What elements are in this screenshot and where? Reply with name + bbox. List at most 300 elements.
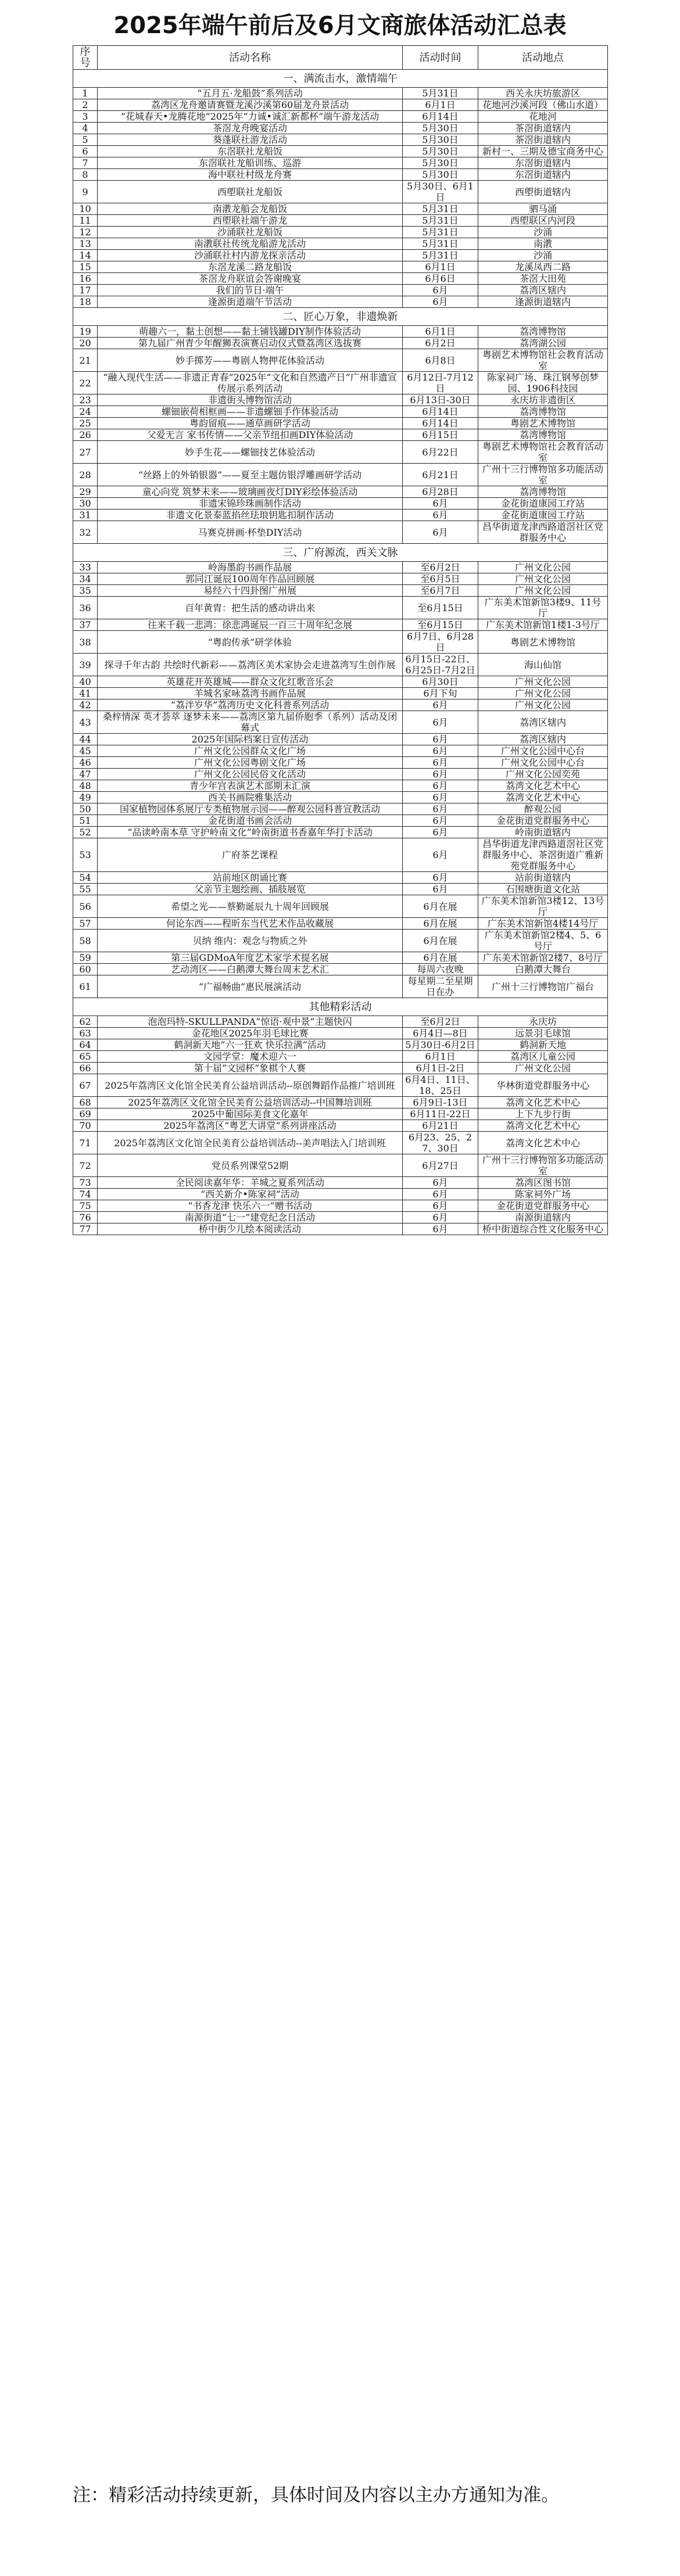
cell-no: 5 [73,134,98,146]
table-row [73,838,608,872]
table-row [73,573,608,585]
cell-place: 广州文化公园 [478,1063,608,1074]
cell-no: 31 [73,510,98,521]
cell-time: 6月 [403,1189,478,1200]
cell-place: 广州文化公园中心台 [478,745,608,757]
section-title: 其他精彩活动 [73,998,608,1016]
cell-time: 6月30日 [403,676,478,688]
cell-place: 鹤洞新天地 [478,1039,608,1051]
cell-place: 西塱街道辖内 [478,181,608,203]
cell-no: 47 [73,769,98,780]
cell-name: 西关书画院雅集活动 [98,792,403,803]
table-row [73,619,608,631]
cell-time: 6月4日—8日 [403,1028,478,1039]
cell-place: 广州文化公园 [478,699,608,711]
cell-no: 18 [73,296,98,308]
cell-time: 5月31日 [403,238,478,250]
cell-place: 荔湾文化艺术中心 [478,1120,608,1132]
cell-name: 茶滘龙舟联谊会答谢晚宴 [98,273,403,285]
cell-name: 童心向党 筑梦未来——玻璃画夜灯DIY彩绘体验活动 [98,486,403,498]
cell-place: 白鹅潭大舞台 [478,964,608,975]
cell-no: 40 [73,676,98,688]
cell-time: 6月8日 [403,349,478,372]
cell-name: 国家植物园体系展厅专类植物展示园——醉观公园科普宣教活动 [98,803,403,815]
cell-time: 6月 [403,872,478,884]
cell-time: 6月 [403,769,478,780]
cell-time: 6月21日 [403,1120,478,1132]
cell-no: 3 [73,111,98,123]
cell-no: 11 [73,215,98,227]
cell-no: 24 [73,406,98,418]
cell-place: 岭南街道辖内 [478,827,608,838]
cell-no: 71 [73,1132,98,1154]
cell-no: 33 [73,562,98,573]
table-row [73,418,608,429]
cell-time: 6月13日-30日 [403,394,478,406]
table-row [73,464,608,486]
cell-place: 西塱联区内河段 [478,215,608,227]
table-row [73,250,608,261]
cell-no: 14 [73,250,98,261]
table-row [73,1108,608,1120]
cell-time: 6月1日 [403,1051,478,1063]
cell-time: 6月 [403,1177,478,1189]
cell-no: 16 [73,273,98,285]
cell-time: 6月27日 [403,1154,478,1177]
cell-no: 39 [73,654,98,676]
cell-no: 53 [73,838,98,872]
cell-time: 6月14日 [403,406,478,418]
table-row [73,757,608,769]
cell-time: 5月30日-6月2日 [403,1039,478,1051]
cell-name: 艺动湾区——白鹅潭大舞台周末艺术汇 [98,964,403,975]
cell-name: 2025年荔湾区“粤艺大讲堂”系列讲座活动 [98,1120,403,1132]
cell-time: 6月14日 [403,418,478,429]
table-row [73,169,608,181]
table-row [73,884,608,895]
cell-time: 6月 [403,521,478,544]
section-row [73,308,608,326]
cell-name: 南漖龙船会龙船饭 [98,203,403,215]
cell-time: 每周六夜晚 [403,964,478,975]
table-row [73,1132,608,1154]
cell-no: 46 [73,757,98,769]
cell-name: 第三届GDMoA年度艺术家学术提名展 [98,952,403,964]
cell-place: 南源街道辖内 [478,1212,608,1224]
cell-time: 6月 [403,734,478,745]
cell-no: 64 [73,1039,98,1051]
table-row [73,688,608,699]
table-row [73,699,608,711]
cell-no: 4 [73,123,98,134]
cell-time: 6月 [403,884,478,895]
cell-no: 6 [73,146,98,157]
header-name: 活动名称 [98,46,403,70]
cell-no: 74 [73,1189,98,1200]
cell-name: 金花地区2025年羽毛球比赛 [98,1028,403,1039]
table-row [73,215,608,227]
cell-no: 43 [73,711,98,734]
cell-time: 至6月5日 [403,573,478,585]
cell-name: 桥中街少儿绘本阅读活动 [98,1224,403,1235]
cell-time: 6月1日-2日 [403,1063,478,1074]
table-row [73,372,608,394]
cell-name: 英雄花开英雄城——群众文化红歌音乐会 [98,676,403,688]
table-row [73,952,608,964]
cell-no: 69 [73,1108,98,1120]
cell-no: 32 [73,521,98,544]
cell-name: 岭海墨韵书画作品展 [98,562,403,573]
cell-no: 66 [73,1063,98,1074]
table-row [73,349,608,372]
table-row [73,1028,608,1039]
cell-no: 49 [73,792,98,803]
cell-place: 沙涌 [478,250,608,261]
cell-place: 金花街道党群服务中心 [478,815,608,827]
table-row [73,203,608,215]
table-row [73,498,608,510]
table-row [73,441,608,464]
cell-name: 非遗文化景泰蓝掐丝珐琅钥匙扣制作活动 [98,510,403,521]
cell-time: 6月2日 [403,338,478,349]
cell-place: 广东美术馆新馆4楼14号厅 [478,918,608,930]
table-row [73,975,608,998]
cell-time: 5月31日 [403,227,478,238]
table-row [73,181,608,203]
cell-name: 非遗宋锦珍珠画制作活动 [98,498,403,510]
cell-place: 荔湾文化艺术中心 [478,780,608,792]
cell-place: 茶滘大田苑 [478,273,608,285]
cell-no: 48 [73,780,98,792]
cell-place: 茶滘街道辖内 [478,123,608,134]
cell-place: 昌华街道龙津西路道滘社区党群服务中心 [478,521,608,544]
table-body [73,70,608,1235]
cell-place: 广东美术馆新馆3楼12、13号厅 [478,895,608,918]
cell-no: 54 [73,872,98,884]
cell-no: 58 [73,930,98,952]
cell-no: 25 [73,418,98,429]
cell-time: 6月 [403,285,478,296]
cell-time: 6月1日 [403,261,478,273]
cell-no: 38 [73,631,98,654]
cell-place: 金花街道康园工疗站 [478,510,608,521]
cell-time: 至6月2日 [403,562,478,573]
cell-name: 东滘联社龙船饭 [98,146,403,157]
cell-name: 我们的节日·端午 [98,285,403,296]
cell-place: 花地河沙溪河段（佛山水道） [478,99,608,111]
cell-time: 6月15日 [403,429,478,441]
table-row [73,338,608,349]
section-title: 一、满流击水，激情端午 [73,70,608,88]
cell-name: “丝路上的外销银器”——夏至主题仿银浮雕画研学活动 [98,464,403,486]
cell-name: 第十届“文园杯”象棋个人赛 [98,1063,403,1074]
cell-place: 广州文化公园 [478,676,608,688]
cell-no: 35 [73,585,98,597]
cell-name: 百年黄胄：把生活的感动讲出来 [98,597,403,619]
cell-name: 马赛克拼画·杯垫DIY活动 [98,521,403,544]
table-row [73,1016,608,1028]
cell-no: 60 [73,964,98,975]
cell-name: 2025年荔湾区文化馆全民美育公益培训活动--原创舞蹈作品推广培训班 [98,1074,403,1097]
cell-no: 62 [73,1016,98,1028]
cell-time: 6月 [403,510,478,521]
cell-time: 5月31日 [403,203,478,215]
cell-time: 5月31日 [403,250,478,261]
cell-no: 9 [73,181,98,203]
cell-place: 站前街道辖内 [478,872,608,884]
table-row [73,1063,608,1074]
cell-no: 56 [73,895,98,918]
cell-no: 72 [73,1154,98,1177]
table-row [73,261,608,273]
cell-place: 广东美术馆新馆1楼1-3号厅 [478,619,608,631]
cell-name: 希望之光——蔡勤诞辰九十周年回顾展 [98,895,403,918]
cell-place: 永庆坊非遗街区 [478,394,608,406]
cell-time: 6月 [403,498,478,510]
table-row [73,631,608,654]
cell-time: 5月30日 [403,146,478,157]
cell-place: 荔湾文化艺术中心 [478,1097,608,1108]
cell-name: “书香龙津 快乐六一”赠书活动 [98,1200,403,1212]
header-no: 序号 [73,46,98,70]
table-row [73,123,608,134]
cell-place: 粤剧艺术博物馆社会教育活动室 [478,441,608,464]
cell-time: 6月 [403,745,478,757]
cell-no: 26 [73,429,98,441]
cell-name: 茶滘龙舟晚宴活动 [98,123,403,134]
cell-name: 粤韵留痕——通草画研学活动 [98,418,403,429]
cell-name: 南漖联社传统龙船游龙活动 [98,238,403,250]
cell-place: 金花街道党群服务中心 [478,1200,608,1212]
cell-no: 45 [73,745,98,757]
cell-name: 2025中葡国际美食文化嘉年 [98,1108,403,1120]
table-row [73,895,608,918]
cell-no: 55 [73,884,98,895]
cell-no: 68 [73,1097,98,1108]
cell-place: 荔湾区辖内 [478,285,608,296]
cell-time: 6月在展 [403,952,478,964]
cell-name: “广福畅曲”惠民展演活动 [98,975,403,998]
table-row [73,134,608,146]
cell-place: 粤剧艺术博物馆 [478,418,608,429]
cell-place: 荔湾区儿童公园 [478,1051,608,1063]
cell-no: 52 [73,827,98,838]
cell-no: 51 [73,815,98,827]
cell-time: 6月1日 [403,99,478,111]
activity-table [73,45,608,1235]
cell-time: 6月 [403,296,478,308]
cell-place: 广东美术馆新馆3楼9、11号厅 [478,597,608,619]
table-row [73,146,608,157]
cell-no: 2 [73,99,98,111]
cell-place: 茶滘街道辖内 [478,134,608,146]
cell-place: 永庆坊 [478,1016,608,1028]
cell-name: “西关新介•陈家祠”活动 [98,1189,403,1200]
cell-place: 驷马涌 [478,203,608,215]
cell-name: 海中联社村级龙舟赛 [98,169,403,181]
cell-no: 41 [73,688,98,699]
table-row [73,654,608,676]
cell-place: 华林街道党群服务中心 [478,1074,608,1097]
cell-time: 5月30日 [403,123,478,134]
cell-place: 龙溪凤西二路 [478,261,608,273]
cell-name: 非遗街头博物馆活动 [98,394,403,406]
cell-place: 广州文化公园奕苑 [478,769,608,780]
cell-time: 6月28日 [403,486,478,498]
cell-name: 站前地区朗诵比赛 [98,872,403,884]
table-row [73,711,608,734]
cell-name: 妙手生花——螺钿技艺体验活动 [98,441,403,464]
cell-place: 石围塘街道文化站 [478,884,608,895]
cell-place: 广州十三行博物馆多功能活动室 [478,464,608,486]
table-row [73,597,608,619]
cell-place: 昌华街道龙津西路道滘社区党群服务中心、茶滘街道广雅新苑党群服务中心 [478,838,608,872]
cell-place: 醉观公园 [478,803,608,815]
cell-name: “品读岭南本草 守护岭南文化”岭南街道书香嘉年华打卡活动 [98,827,403,838]
table-row [73,486,608,498]
table-row [73,285,608,296]
cell-name: 党员系列课堂52期 [98,1154,403,1177]
cell-name: 青少年宫表演艺术部期末汇演 [98,780,403,792]
cell-name: 广府茶艺课程 [98,838,403,872]
cell-name: 探寻千年古韵 共绘时代新彩——荔湾区美术家协会走进荔湾写生创作展 [98,654,403,676]
table-row [73,429,608,441]
cell-name: 广州文化公园民俗文化活动 [98,769,403,780]
table-row [73,510,608,521]
cell-time: 6月1日 [403,326,478,338]
cell-name: 鹤洞新天地“六一狂欢 快乐拉满”活动 [98,1039,403,1051]
cell-place: 荔湾博物馆 [478,486,608,498]
cell-no: 27 [73,441,98,464]
table-row [73,296,608,308]
cell-place: 上下九步行街 [478,1108,608,1120]
table-row [73,406,608,418]
cell-no: 7 [73,157,98,169]
header-place: 活动地点 [478,46,608,70]
cell-no: 67 [73,1074,98,1097]
cell-place: 荔湾博物馆 [478,429,608,441]
cell-time: 6月4日、11日、18、25日 [403,1074,478,1097]
table-row [73,157,608,169]
cell-place: 荔湾博物馆 [478,406,608,418]
table-row [73,745,608,757]
cell-no: 15 [73,261,98,273]
cell-time: 至6月15日 [403,597,478,619]
cell-no: 22 [73,372,98,394]
table-row [73,273,608,285]
cell-name: 荔湾区龙舟邀请赛暨龙溪沙溪第60届龙舟景活动 [98,99,403,111]
table-row [73,734,608,745]
table-row [73,99,608,111]
cell-time: 6月在展 [403,895,478,918]
cell-name: 沙涌联社龙船饭 [98,227,403,238]
table-row [73,780,608,792]
table-row [73,827,608,838]
table-row [73,964,608,975]
cell-name: 西塱联社龙船饭 [98,181,403,203]
cell-place: 桥中街道综合性文化服务中心 [478,1224,608,1235]
cell-place: 荔湾文化艺术中心 [478,1132,608,1154]
cell-name: “花城春天•龙腾花地”2025年“力诚•诚汇新都杯”端午游龙活动 [98,111,403,123]
cell-time: 至6月15日 [403,619,478,631]
cell-no: 8 [73,169,98,181]
cell-name: 东滘龙溪二路龙船饭 [98,261,403,273]
table-row [73,394,608,406]
cell-place: 南漖 [478,238,608,250]
table-row [73,1200,608,1212]
table-row [73,562,608,573]
cell-place: 荔湾湖公园 [478,338,608,349]
cell-time: 至6月7日 [403,585,478,597]
cell-place: 广州十三行博物馆多功能活动室 [478,1154,608,1177]
cell-place: 荔湾区辖内 [478,734,608,745]
cell-time: 6月 [403,757,478,769]
cell-no: 19 [73,326,98,338]
cell-time: 5月31日 [403,88,478,99]
cell-time: 6月 [403,711,478,734]
cell-name: 2025年国际档案日宣传活动 [98,734,403,745]
cell-time: 6月22日 [403,441,478,464]
cell-time: 6月下旬 [403,688,478,699]
cell-no: 37 [73,619,98,631]
section-row [73,998,608,1016]
cell-name: 南源街道“七一”建党纪念日活动 [98,1212,403,1224]
table-row [73,521,608,544]
cell-time: 6月9日-13日 [403,1097,478,1108]
cell-name: 萌趣六一，黏土创想——黏土铺钱罐DIY制作体验活动 [98,326,403,338]
table-row [73,918,608,930]
cell-name: 广州文化公园粤剧文化广场 [98,757,403,769]
cell-place: 荔湾博物馆 [478,326,608,338]
cell-no: 57 [73,918,98,930]
cell-place: 远景羽毛球馆 [478,1028,608,1039]
cell-time: 6月14日 [403,111,478,123]
cell-name: 沙涌联社村内游龙探亲活动 [98,250,403,261]
cell-no: 36 [73,597,98,619]
cell-name: 父亲节主题绘画、插肢展览 [98,884,403,895]
table-row [73,111,608,123]
cell-name: 何论东西——程昕东当代艺术作品收藏展 [98,918,403,930]
cell-no: 50 [73,803,98,815]
cell-place: 粤剧艺术博物馆社会教育活动室 [478,349,608,372]
cell-time: 6月 [403,699,478,711]
cell-place: 荔湾区图书馆 [478,1177,608,1189]
cell-place: 陈家祠广场、珠江钢琴创梦园、1906科技园 [478,372,608,394]
cell-place: 东滘街道辖内 [478,157,608,169]
cell-time: 6月 [403,838,478,872]
cell-place: 金花街道康园工疗站 [478,498,608,510]
section-title: 二、匠心万象，非遗焕新 [73,308,608,326]
cell-place: 广东美术馆新馆2楼7、8号厅 [478,952,608,964]
cell-time: 5月30日 [403,157,478,169]
cell-name: 易经六十四卦图广州展 [98,585,403,597]
cell-no: 61 [73,975,98,998]
cell-place: 陈家祠外广场 [478,1189,608,1200]
cell-no: 20 [73,338,98,349]
cell-time: 6月12日-7月12日 [403,372,478,394]
cell-name: 妙手掷芳——粤剧人物押花体验活动 [98,349,403,372]
cell-name: 贝纳 维内：观念与物质之外 [98,930,403,952]
cell-no: 63 [73,1028,98,1039]
cell-name: 第九届广州青少年醒狮表演赛启动仪式暨荔湾区选拔赛 [98,338,403,349]
section-title: 三、广府源流，西关文脉 [73,544,608,562]
cell-no: 23 [73,394,98,406]
cell-name: 西塱联社端午游龙 [98,215,403,227]
table-row [73,88,608,99]
cell-name: “荔泮岁华”荔湾历史文化科普系列活动 [98,699,403,711]
cell-no: 13 [73,238,98,250]
header-time: 活动时间 [403,46,478,70]
